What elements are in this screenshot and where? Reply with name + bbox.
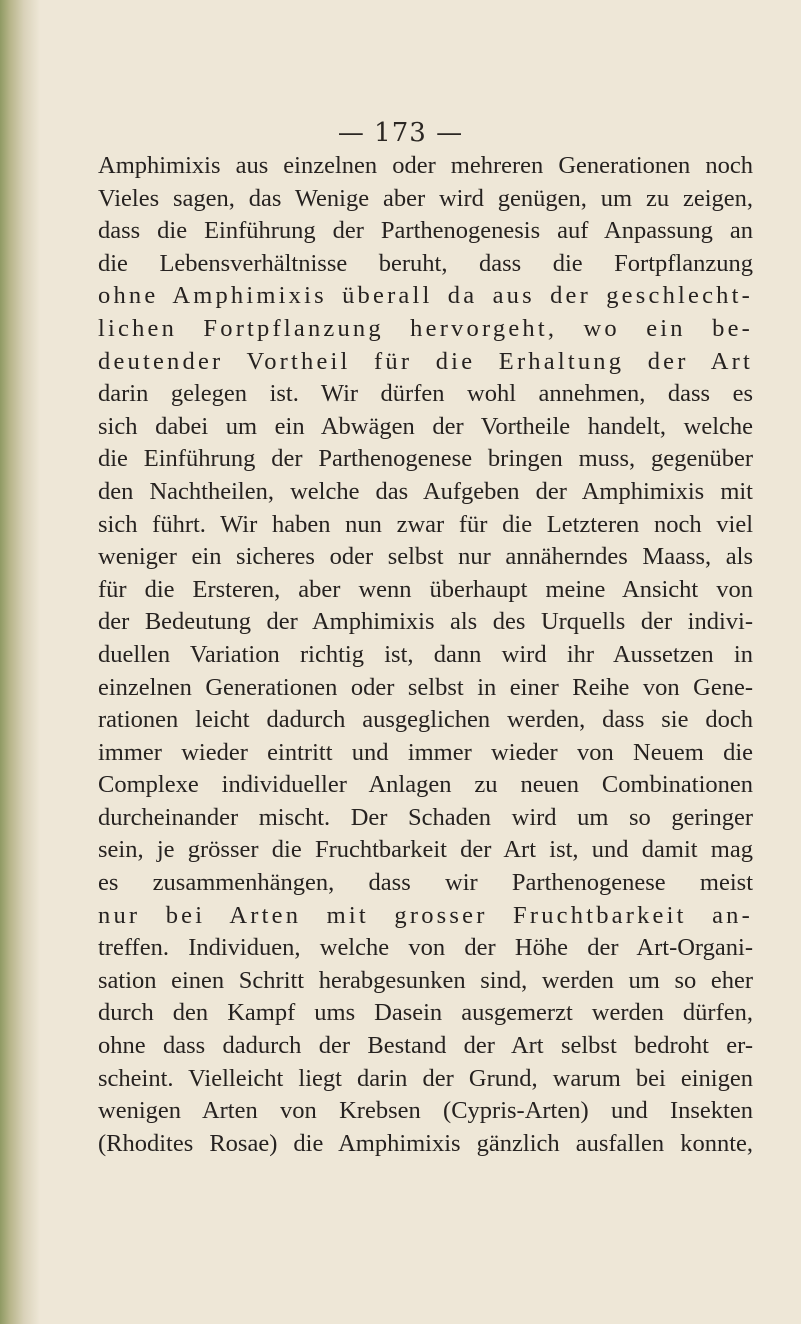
text-line: scheint. Vielleicht liegt darin der Grund, warum bei einigen <box>98 1064 753 1092</box>
text-line: die Lebensverhältnisse beruht, dass die Fortpflanzung <box>98 249 753 277</box>
text-line: (Rhodites Rosae) die Amphimixis gänzlich ausfallen konnte, <box>98 1129 753 1157</box>
text-line: Amphimixis aus einzelnen oder mehreren Generationen noch <box>98 152 753 179</box>
text-line-emphasized: deutender Vortheil für die Erhaltung der Art <box>98 347 753 375</box>
text-line: die Einführung der Parthenogenese bringen muss, gegenüber <box>98 445 753 473</box>
text-line: sich dabei um ein Abwägen der Vortheile handelt, welche <box>98 412 753 440</box>
text-line: duellen Variation richtig ist, dann wird ihr Aussetzen in <box>98 640 753 668</box>
text-line: sation einen Schritt herabgesunken sind, werden um so eher <box>98 966 753 994</box>
text-line-emphasized: nur bei Arten mit grosser Fruchtbarkeit an- <box>98 901 753 929</box>
text-line: sein, je grösser die Fruchtbarkeit der Art ist, und damit mag <box>98 836 753 864</box>
text-line: weniger ein sicheres oder selbst nur annäherndes Maass, als <box>98 543 753 571</box>
text-line: den Nachtheilen, welche das Aufgeben der Amphimixis mit <box>98 477 753 505</box>
text-line: wenigen Arten von Krebsen (Cypris-Arten) und Insekten <box>98 1097 753 1125</box>
binding-shadow <box>0 0 40 1324</box>
text-line-emphasized: lichen Fortpflanzung hervorgeht, wo ein be- <box>98 314 753 342</box>
text-line: einzelnen Generationen oder selbst in einer Reihe von Gene- <box>98 673 753 701</box>
text-line: für die Ersteren, aber wenn überhaupt meine Ansicht von <box>98 575 753 603</box>
page-number: — 173 — <box>337 118 464 148</box>
text-line: es zusammenhängen, dass wir Parthenogenese meist <box>98 869 753 897</box>
text-line: rationen leicht dadurch ausgeglichen werden, dass sie doch <box>98 706 753 734</box>
text-line: ohne dass dadurch der Bestand der Art selbst bedroht er- <box>98 1032 753 1060</box>
text-line: durch den Kampf ums Dasein ausgemerzt werden dürfen, <box>98 999 753 1027</box>
text-line: dass die Einführung der Parthenogenesis auf Anpassung an <box>98 217 753 245</box>
text-line: darin gelegen ist. Wir dürfen wohl annehmen, dass es <box>98 380 753 408</box>
text-line-emphasized: ohne Amphimixis überall da aus der geschlecht- <box>98 282 753 310</box>
text-line: treffen. Individuen, welche von der Höhe der Art-Organi- <box>98 934 753 962</box>
text-line: der Bedeutung der Amphimixis als des Urquells der indivi- <box>98 608 753 636</box>
body-text <box>98 150 753 1160</box>
text-line: Vieles sagen, das Wenige aber wird genügen, um zu zeigen, <box>98 184 753 212</box>
text-line: durcheinander mischt. Der Schaden wird um so geringer <box>98 803 753 831</box>
text-line: immer wieder eintritt und immer wieder von Neuem die <box>98 738 753 766</box>
text-line: Complexe individueller Anlagen zu neuen Combinationen <box>98 771 753 799</box>
text-line: sich führt. Wir haben nun zwar für die Letzteren noch viel <box>98 510 753 538</box>
